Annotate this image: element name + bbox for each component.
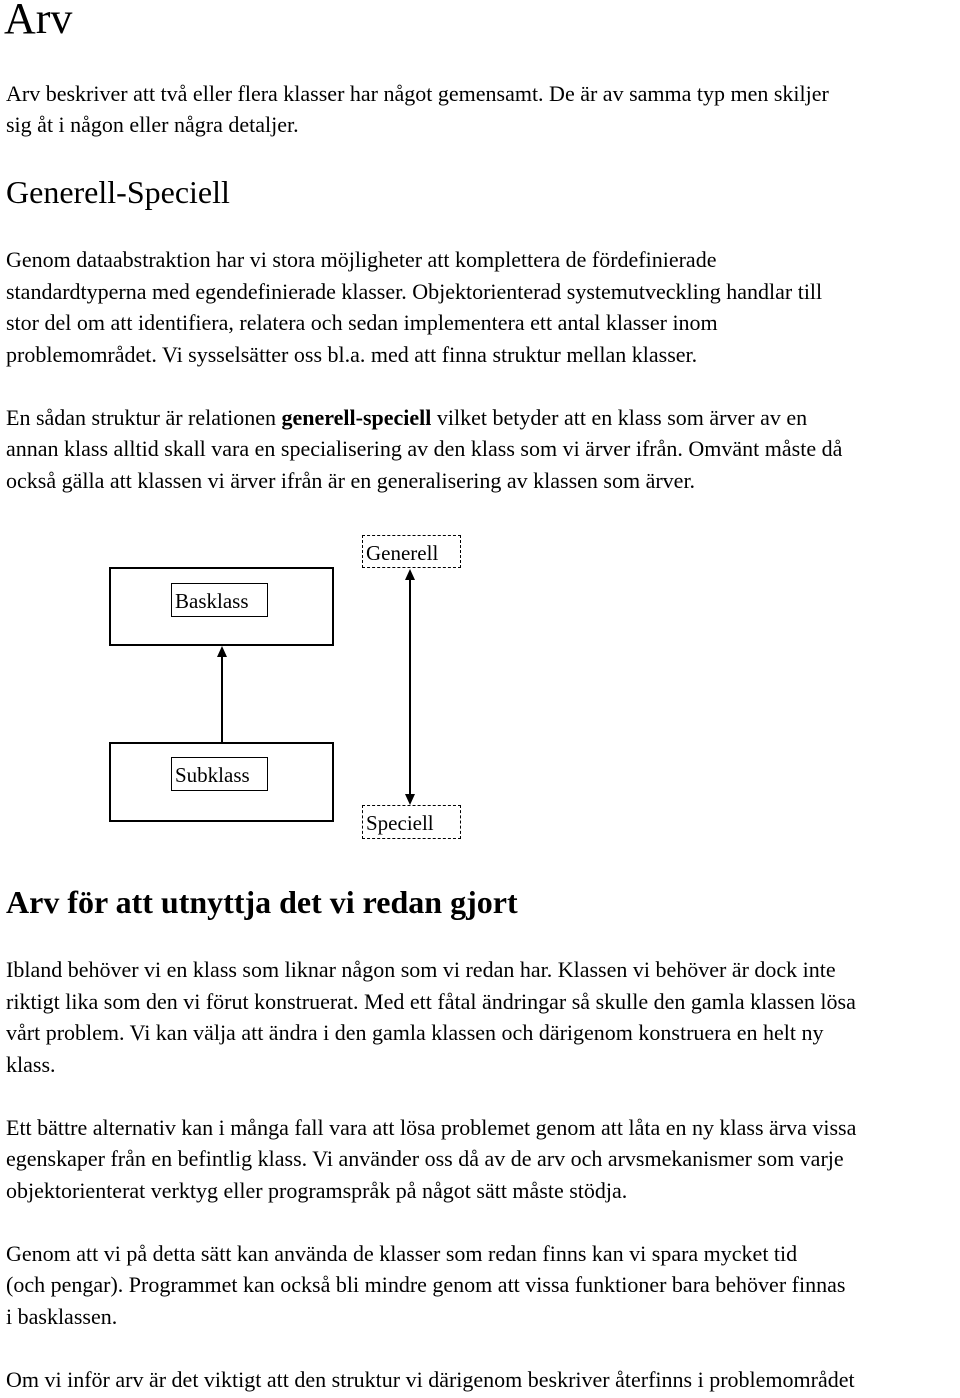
paragraph-line: Om vi inför arv är det viktigt att den struktur vi därigenom beskriver återfinns i problemområdet (6, 1367, 855, 1392)
paragraph-line: (och pengar). Programmet kan också bli mindre genom att vissa funktioner bara behöver finnas (6, 1272, 846, 1297)
arrowhead-down-icon (405, 794, 415, 805)
paragraph-line: egenskaper från en befintlig klass. Vi använder oss då av de arv och arvsmekanismer som varje (6, 1146, 844, 1171)
paragraph-line: problemområdet. Vi sysselsätter oss bl.a. med att finna struktur mellan klasser. (6, 342, 698, 367)
section-heading-generell-speciell: Generell-Speciell (6, 174, 230, 210)
paragraph-line: vårt problem. Vi kan välja att ändra i den gamla klassen och därigenom konstruera en helt ny (6, 1020, 824, 1045)
paragraph-line: riktigt lika som den vi förut konstruerat. Med ett fåtal ändringar så skulle den gamla klassen lösa (6, 989, 856, 1014)
paragraph-line: i basklassen. (6, 1304, 118, 1329)
paragraph-line: objektorienterat verktyg eller programspråk på något sätt måste stödja. (6, 1178, 628, 1203)
paragraph-line: Genom dataabstraktion har vi stora möjligheter att komplettera de fördefinierade (6, 247, 717, 272)
paragraph-line: också gälla att klassen vi ärver ifrån är en generalisering av klassen som ärver. (6, 468, 696, 493)
paragraph-line: annan klass alltid skall vara en specialisering av den klass som vi ärver ifrån. Omvänt måste då (6, 436, 843, 461)
bold-term: generell-speciell (281, 405, 432, 430)
paragraph-line: Ett bättre alternativ kan i många fall vara att lösa problemet genom att låta en ny klass ärva vissa (6, 1115, 857, 1140)
special-label: Speciell (362, 805, 461, 839)
sub-class-label: Subklass (171, 757, 268, 791)
intro-line: Arv beskriver att två eller flera klasser har något gemensamt. De är av samma typ men skiljer (6, 81, 829, 106)
text-span: En sådan struktur är relationen (6, 405, 282, 430)
page-title: Arv (4, 0, 73, 43)
paragraph-line: stor del om att identifiera, relatera och sedan implementera ett antal klasser inom (6, 310, 718, 335)
intro-line: sig åt i någon eller några detaljer. (6, 112, 299, 137)
paragraph-line: klass. (6, 1052, 56, 1077)
base-class-label: Basklass (171, 583, 268, 617)
paragraph-line: Genom att vi på detta sätt kan använda de klasser som redan finns kan vi spara mycket tid (6, 1241, 798, 1266)
arrowhead-up-icon (405, 569, 415, 580)
text-span: vilket betyder att en klass som ärver av en (431, 405, 808, 430)
general-label: Generell (362, 535, 461, 568)
section-heading-arv: Arv för att utnyttja det vi redan gjort (6, 884, 518, 920)
paragraph-line: standardtyperna med egendefinierade klasser. Objektorienterad systemutveckling handlar till (6, 279, 823, 304)
arrowhead-up-icon (217, 646, 227, 657)
paragraph-line: Ibland behöver vi en klass som liknar någon som vi redan har. Klassen vi behöver är dock inte (6, 957, 836, 982)
